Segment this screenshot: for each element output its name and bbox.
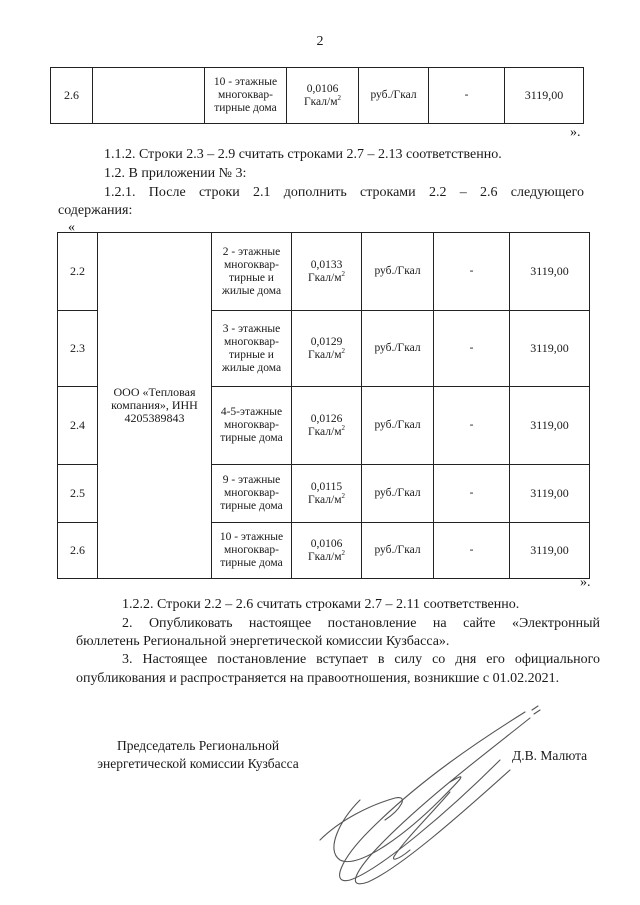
dash-cell: - bbox=[434, 311, 510, 387]
unit-cell: руб./Гкал bbox=[359, 68, 429, 124]
building-type: 10 - этажные многоквар-тирные дома bbox=[212, 523, 292, 579]
norm-cell: 0,0106 Гкал/$м^2$ bbox=[287, 68, 359, 124]
tariff-value: 3119,00 bbox=[510, 233, 590, 311]
paragraph-1-2: 1.2. В приложении № 3: bbox=[104, 166, 247, 181]
norm-value: 0,0106 bbox=[310, 537, 343, 550]
row-number: 2.5 bbox=[58, 465, 98, 523]
tariff-table bbox=[57, 232, 590, 579]
norm-value: 0,0115 bbox=[310, 480, 343, 493]
paragraph-1-1-2: 1.1.2. Строки 2.3 – 2.9 считать строками 2.7 – 2.13 соответственно. bbox=[104, 147, 502, 162]
signatory-title-line1: Председатель Региональной bbox=[116, 738, 280, 753]
building-type: 4-5-этажные многоквар-тирные дома bbox=[212, 387, 292, 465]
norm-unit: Гкал/м bbox=[304, 95, 338, 108]
opening-quote: « bbox=[68, 220, 75, 235]
tariff-value: 3119,00 bbox=[510, 465, 590, 523]
signatory-title-line2: энергетической комиссии Кузбасса bbox=[97, 756, 299, 771]
norm-cell: 0,0129 Гкал/$м^2$ bbox=[292, 311, 362, 387]
dash-cell: - bbox=[434, 387, 510, 465]
signatory-title bbox=[82, 737, 314, 773]
norm-unit: Гкал/м bbox=[308, 550, 342, 563]
building-type: 9 - этажные многоквар-тирные дома bbox=[212, 465, 292, 523]
closing-quote: ». bbox=[580, 575, 591, 590]
row-number: 2.3 bbox=[58, 311, 98, 387]
norm-value: 0,0129 bbox=[310, 335, 343, 348]
paragraph-2-line2: бюллетень Региональной энергетической комиссии Кузбасса». bbox=[76, 634, 450, 649]
dash-cell: - bbox=[434, 465, 510, 523]
page-number: 2 bbox=[316, 34, 324, 49]
norm-value: 0,0133 bbox=[310, 258, 343, 271]
table-row bbox=[58, 233, 590, 311]
norm-unit: Гкал/м bbox=[308, 348, 342, 361]
row-number: 2.2 bbox=[58, 233, 98, 311]
paragraph-2-line1: 2. Опубликовать настоящее постановление на сайте «Электронный bbox=[122, 616, 600, 631]
dash-cell: - bbox=[434, 523, 510, 579]
organization-cell: ООО «Тепловая компания», ИНН 4205389843 bbox=[98, 233, 212, 579]
building-type: 3 - этажные многоквар-тирные и жилые дома bbox=[212, 311, 292, 387]
paragraph-3-line2: опубликования и распространяется на правоотношения, возникшие с 01.02.2021. bbox=[76, 671, 560, 686]
closing-quote: ». bbox=[570, 125, 581, 140]
norm-value: 0,0106 bbox=[306, 82, 339, 95]
norm-value: 0,0126 bbox=[310, 412, 343, 425]
tariff-value: 3119,00 bbox=[510, 523, 590, 579]
unit-cell: руб./Гкал bbox=[362, 523, 434, 579]
paragraph-1-2-2: 1.2.2. Строки 2.2 – 2.6 считать строками 2.7 – 2.11 соответственно. bbox=[122, 597, 520, 612]
norm-unit: Гкал/м bbox=[308, 493, 342, 506]
dash-cell: - bbox=[434, 233, 510, 311]
norm-unit: Гкал/м bbox=[308, 425, 342, 438]
unit-cell: руб./Гкал bbox=[362, 465, 434, 523]
tariff-value: 3119,00 bbox=[510, 387, 590, 465]
paragraph-1-2-1-line2: содержания: bbox=[58, 203, 133, 218]
building-type: 10 - этажные многоквар-тирные дома bbox=[205, 68, 287, 124]
norm-cell: 0,0115 Гкал/$м^2$ bbox=[292, 465, 362, 523]
dash-cell: - bbox=[429, 68, 505, 124]
table-row bbox=[51, 68, 584, 124]
paragraph-3-line1: 3. Настоящее постановление вступает в силу со дня его официального bbox=[122, 652, 600, 667]
tariff-table-continuation bbox=[50, 67, 584, 124]
norm-cell: 0,0133 Гкал/$м^2$ bbox=[292, 233, 362, 311]
handwritten-signature bbox=[300, 700, 550, 900]
unit-cell: руб./Гкал bbox=[362, 311, 434, 387]
norm-unit: Гкал/м bbox=[308, 271, 342, 284]
row-number: 2.6 bbox=[58, 523, 98, 579]
unit-cell: руб./Гкал bbox=[362, 387, 434, 465]
norm-cell: 0,0126 Гкал/$м^2$ bbox=[292, 387, 362, 465]
paragraph-1-2-1-line1: 1.2.1. После строки 2.1 дополнить строками 2.2 – 2.6 следующего bbox=[104, 185, 584, 200]
row-number: 2.6 bbox=[51, 68, 93, 124]
signatory-name: Д.В. Малюта bbox=[512, 748, 588, 763]
unit-cell: руб./Гкал bbox=[362, 233, 434, 311]
building-type: 2 - этажные многоквар-тирные и жилые дома bbox=[212, 233, 292, 311]
tariff-value: 3119,00 bbox=[505, 68, 584, 124]
row-number: 2.4 bbox=[58, 387, 98, 465]
tariff-value: 3119,00 bbox=[510, 311, 590, 387]
norm-cell: 0,0106 Гкал/$м^2$ bbox=[292, 523, 362, 579]
organization-cell bbox=[93, 68, 205, 124]
